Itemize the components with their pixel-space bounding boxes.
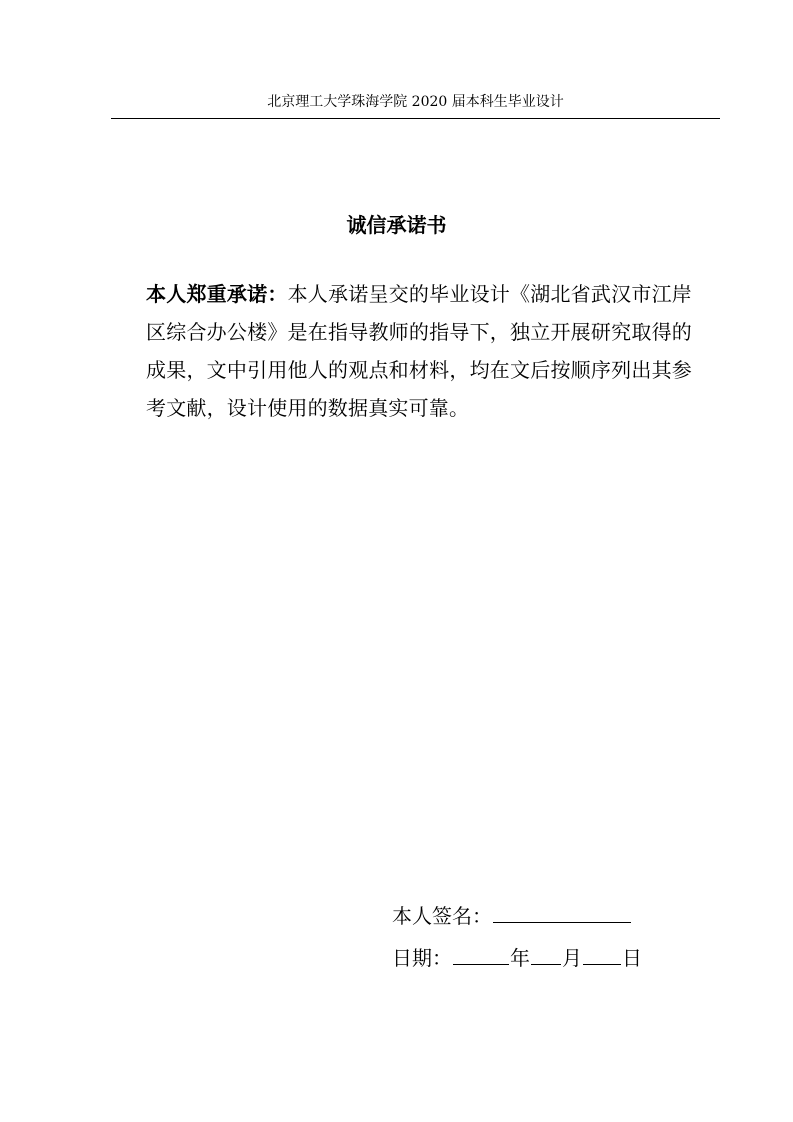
pledge-body: 本人承诺呈交的毕业设计《湖北省武汉市江岸区综合办公楼》是在指导教师的指导下，独立开展研究取得的成果，文中引用他人的观点和材料，均在文后按顺序列出其参考文献，设计使用的数据真实可靠。 [146,282,692,420]
day-label: 日 [622,946,642,970]
pledge-paragraph [146,275,692,427]
day-blank[interactable] [583,944,621,965]
signature-blank[interactable] [493,902,631,923]
page-title: 诚信承诺书 [346,213,447,237]
page-header: 北京理工大学珠海学院 2020 届本科生毕业设计 [267,94,564,110]
header-rule [111,118,720,119]
date-line [392,944,642,972]
month-blank[interactable] [531,944,561,965]
signature-label: 本人签名： [392,904,492,928]
signature-line [392,902,632,930]
year-label: 年 [510,946,530,970]
date-label: 日期： [392,946,452,970]
year-blank[interactable] [453,944,509,965]
month-label: 月 [562,946,582,970]
pledge-lead: 本人郑重承诺： [146,282,288,306]
